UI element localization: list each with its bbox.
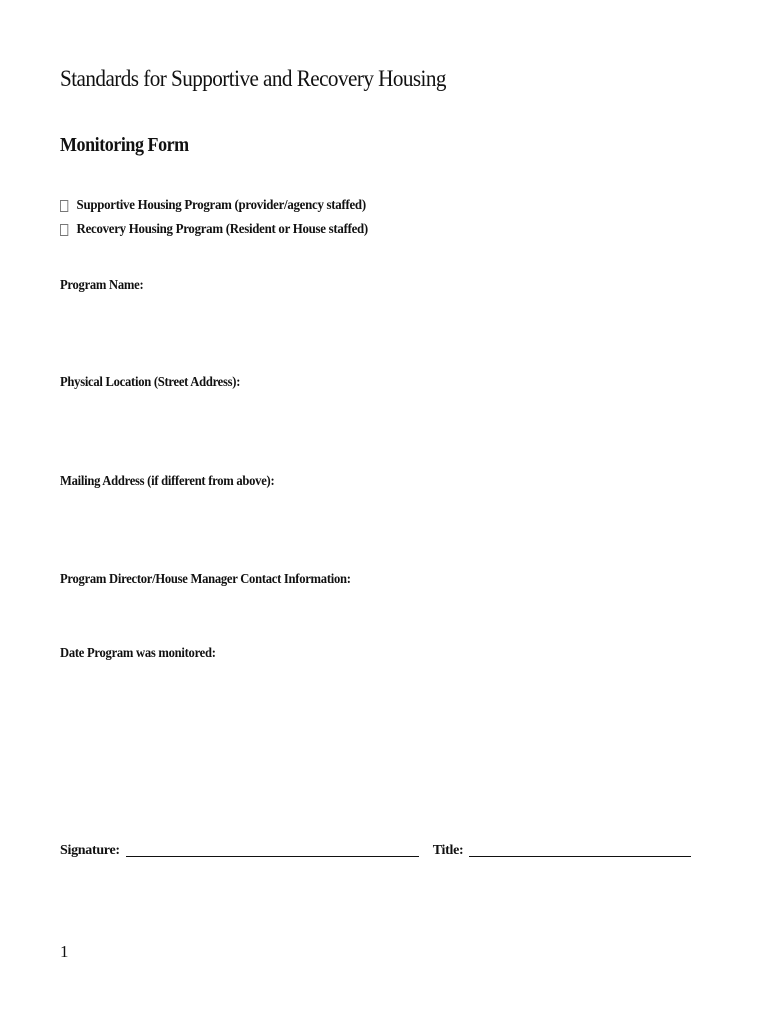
option-supportive-housing[interactable] bbox=[60, 198, 366, 214]
date-monitored-label: Date Program was monitored: bbox=[60, 646, 216, 661]
title-label: Title: bbox=[432, 843, 464, 858]
checkbox-icon[interactable] bbox=[60, 224, 68, 236]
signature-line[interactable] bbox=[126, 856, 419, 857]
program-name-label: Program Name: bbox=[60, 278, 144, 293]
physical-location-label: Physical Location (Street Address): bbox=[60, 375, 241, 390]
page-number: 1 bbox=[60, 942, 69, 961]
signature-label: Signature: bbox=[60, 843, 120, 858]
option-recovery-housing[interactable] bbox=[60, 222, 368, 238]
form-title: Monitoring Form bbox=[60, 134, 189, 156]
signature-row bbox=[60, 843, 691, 859]
title-line[interactable] bbox=[469, 856, 691, 857]
document-title: Standards for Supportive and Recovery Housing bbox=[60, 66, 446, 91]
checkbox-icon[interactable] bbox=[60, 200, 68, 212]
option-label: Recovery Housing Program (Resident or House staffed) bbox=[76, 222, 368, 237]
option-label: Supportive Housing Program (provider/agency staffed) bbox=[76, 198, 366, 213]
director-contact-label: Program Director/House Manager Contact Information: bbox=[60, 572, 351, 587]
mailing-address-label: Mailing Address (if different from above): bbox=[60, 474, 275, 489]
